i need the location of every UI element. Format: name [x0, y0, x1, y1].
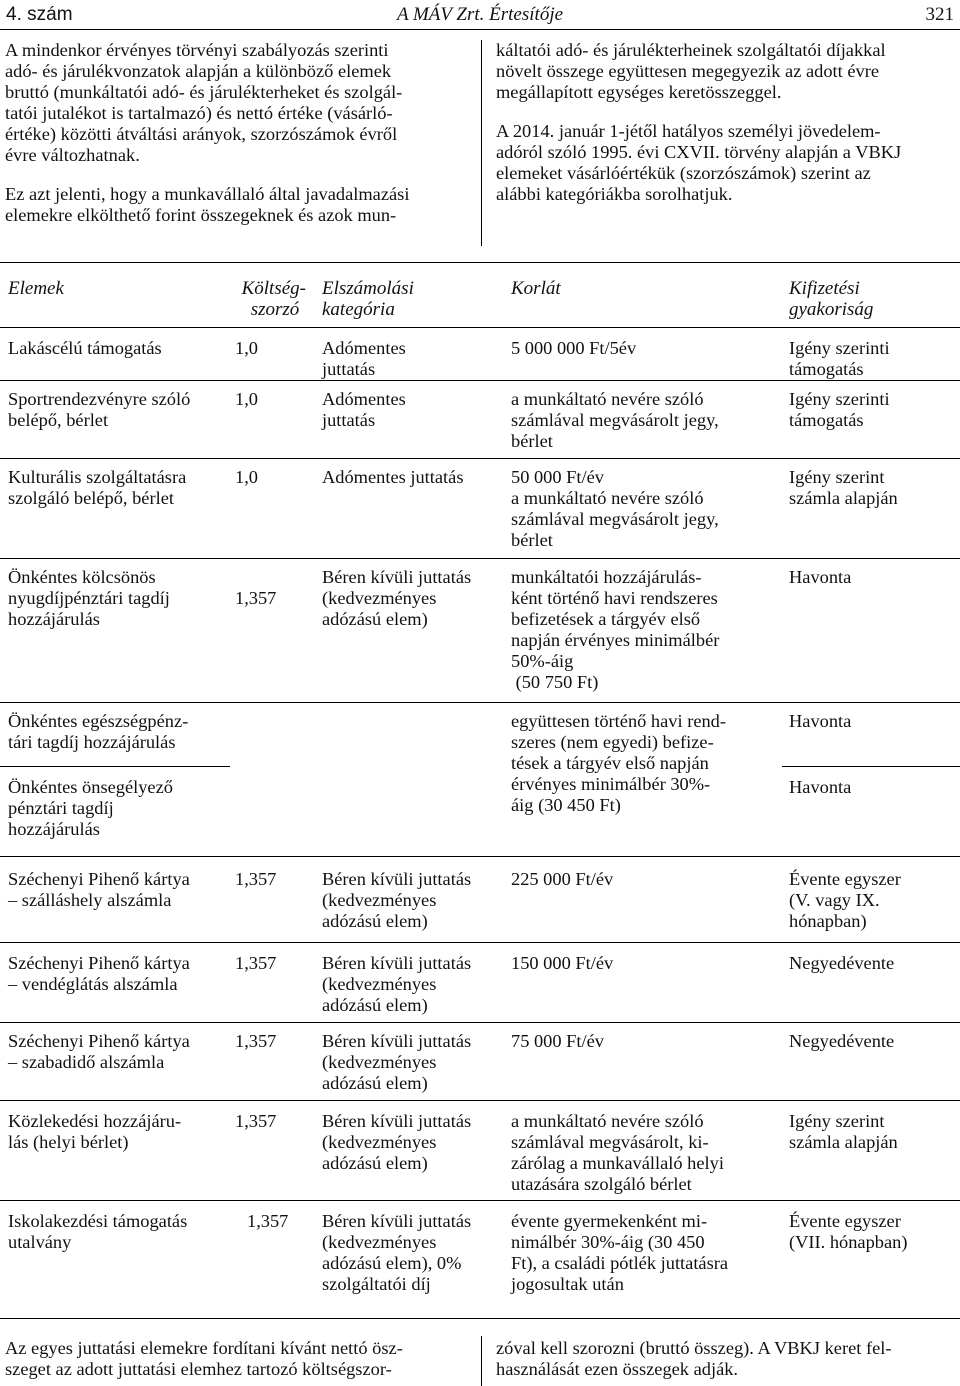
cell-szorzo: 1,357 — [235, 1031, 277, 1051]
intro-right-paragraph-2: A 2014. január 1-jétől hatályos személyi jövedelem- adóról szóló 1995. évi CXVII. törvény alapján a VBKJ elemeket vásárlóértékük (szorzószámok) szerint az alábbi kategóriákba sorolhatjuk. — [496, 121, 902, 204]
header-koltsegszorzo: Költség- szorzó — [241, 278, 306, 320]
row-rule — [0, 942, 960, 943]
intro-right-column — [496, 40, 956, 205]
footer-right-column: zóval kell szorozni (bruttó összeg). A VBKJ keret fel- használását ezen összegek adják. — [496, 1338, 892, 1379]
cell-korlat: a munkáltató nevére szóló számlával megvásárolt, ki- zárólag a munkavállaló helyi utazására szolgáló bérlet — [511, 1111, 724, 1194]
cell-elem: Lakáscélú támogatás — [8, 338, 162, 358]
page-number: 321 — [925, 4, 954, 25]
cell-gyakorisag: Igény szerinti támogatás — [789, 338, 890, 379]
footer-column-divider — [481, 1336, 482, 1386]
header-korlat: Korlát — [511, 278, 561, 299]
cell-kategoria: Béren kívüli juttatás (kedvezményes adózású elem) — [322, 1031, 472, 1093]
cell-elem: Széchenyi Pihenő kártya – vendéglátás alszámla — [8, 953, 190, 994]
cell-szorzo: 1,0 — [235, 389, 258, 409]
row-rule — [0, 1022, 960, 1023]
cell-gyakorisag: Évente egyszer (VII. hónapban) — [789, 1211, 908, 1252]
cell-elem: Széchenyi Pihenő kártya – szabadidő alszámla — [8, 1031, 190, 1072]
cell-korlat: együttesen történő havi rend- szeres (nem egyedi) befize- tések a tárgyév első napján érvényes minimálbér 30%- áig (30 450 Ft) — [511, 711, 726, 815]
cell-szorzo: 1,357 — [235, 869, 277, 889]
cell-kategoria: Béren kívüli juttatás (kedvezményes adózású elem) — [322, 869, 472, 931]
cell-szorzo: 1,357 — [247, 1211, 289, 1231]
table-top-rule — [0, 262, 960, 263]
cell-gyakorisag: Havonta — [789, 567, 852, 587]
cell-elem: Iskolakezdési támogatás utalvány — [8, 1211, 188, 1252]
cell-kategoria: Adómentes juttatás — [322, 467, 464, 487]
cell-szorzo: 1,357 — [235, 588, 277, 608]
cell-gyakorisag: Havonta — [789, 711, 852, 731]
cell-korlat: 75 000 Ft/év — [511, 1031, 604, 1051]
cell-gyakorisag: Igény szerinti támogatás — [789, 389, 890, 430]
row-rule — [0, 702, 960, 703]
cell-kategoria: Béren kívüli juttatás (kedvezményes adózású elem) — [322, 567, 472, 629]
cell-korlat: 150 000 Ft/év — [511, 953, 614, 973]
header-rule — [0, 29, 960, 30]
cell-kategoria: Béren kívüli juttatás (kedvezményes adózású elem) — [322, 953, 472, 1015]
row-rule — [0, 1200, 960, 1201]
publication-title: A MÁV Zrt. Értesítője — [396, 4, 564, 25]
intro-right-paragraph-1: káltatói adó- és járulékterheinek szolgáltatói díjakkal növelt összege együttesen megegyezik az adott évre megállapított egységes keretösszeggel. — [496, 40, 886, 102]
cell-elem: Önkéntes kölcsönös nyugdíjpénztári tagdíj hozzájárulás — [8, 567, 170, 629]
row-rule — [0, 458, 960, 459]
intro-left-paragraph-2: Ez azt jelenti, hogy a munkavállaló által javadalmazási elemekre elkölthető forint összegeknek és azok mun- — [5, 184, 410, 225]
cell-elem: Önkéntes önsegélyező pénztári tagdíj hozzájárulás — [8, 777, 173, 839]
cell-kategoria: Adómentes juttatás — [322, 389, 406, 430]
cell-szorzo: 1,357 — [235, 1111, 277, 1131]
cell-elem: Közlekedési hozzájáru- lás (helyi bérlet) — [8, 1111, 182, 1152]
row-rule — [0, 856, 960, 857]
cell-korlat: munkáltatói hozzájárulás- ként történő havi rendszeres befizetések a tárgyév első napján érvényes minimálbér 50%-áig (50 750 Ft) — [511, 567, 720, 692]
cell-korlat: a munkáltató nevére szóló számlával megvásárolt jegy, bérlet — [511, 389, 719, 451]
row-rule — [0, 558, 960, 559]
cell-gyakorisag: Negyedévente — [789, 1031, 895, 1051]
header-kifizetesi-gyakorisag: Kifizetési gyakoriság — [789, 278, 874, 320]
table-bottom-rule — [0, 1318, 960, 1319]
cell-szorzo: 1,357 — [235, 953, 277, 973]
cell-elem: Sportrendezvényre szóló belépő, bérlet — [8, 389, 191, 430]
cell-gyakorisag: Negyedévente — [789, 953, 895, 973]
cell-korlat: 5 000 000 Ft/5év — [511, 338, 637, 358]
row-rule — [0, 1100, 960, 1101]
row-rule — [0, 766, 230, 767]
table-header-rule — [0, 327, 960, 328]
cell-korlat: 50 000 Ft/év a munkáltató nevére szóló számlával megvásárolt jegy, bérlet — [511, 467, 719, 550]
row-rule — [782, 766, 960, 767]
cell-gyakorisag: Évente egyszer (V. vagy IX. hónapban) — [789, 869, 901, 931]
cell-gyakorisag: Havonta — [789, 777, 852, 797]
cell-kategoria: Adómentes juttatás — [322, 338, 406, 379]
cell-kategoria: Béren kívüli juttatás (kedvezményes adózású elem) — [322, 1111, 472, 1173]
cell-gyakorisag: Igény szerint számla alapján — [789, 467, 898, 508]
header-elszamolasi-kategoria: Elszámolási kategória — [322, 278, 414, 320]
issue-number: 4. szám — [6, 4, 73, 25]
header-elemek: Elemek — [8, 278, 64, 299]
cell-kategoria: Béren kívüli juttatás (kedvezményes adózású elem), 0% szolgáltatói díj — [322, 1211, 472, 1294]
intro-left-column — [5, 40, 462, 226]
cell-elem: Kulturális szolgáltatásra szolgáló belépő, bérlet — [8, 467, 187, 508]
cell-szorzo: 1,0 — [235, 338, 258, 358]
cell-elem: Önkéntes egészségpénz- tári tagdíj hozzájárulás — [8, 711, 189, 752]
cell-korlat: 225 000 Ft/év — [511, 869, 614, 889]
row-rule — [0, 380, 960, 381]
cell-szorzo: 1,0 — [235, 467, 258, 487]
cell-gyakorisag: Igény szerint számla alapján — [789, 1111, 898, 1152]
column-divider — [481, 40, 482, 246]
page-header — [6, 4, 954, 28]
intro-left-paragraph-1: A mindenkor érvényes törvényi szabályozás szerinti adó- és járulékvonzatok alapján a különböző elemek bruttó (munkáltatói adó- és járulékterheket és szolgál- tatói jutalékot is tartalmazó) és nettó értéke (vásárló- értéke) közötti átváltási arányok, szorzószámok évről évre változhatnak. — [5, 40, 403, 165]
cell-korlat: évente gyermekenként mi- nimálbér 30%-áig (30 450 Ft), a családi pótlék juttatásra jogosultak után — [511, 1211, 729, 1294]
cell-elem: Széchenyi Pihenő kártya – szálláshely alszámla — [8, 869, 190, 910]
footer-left-column: Az egyes juttatási elemekre fordítani kívánt nettó ösz- szeget az adott juttatási elemhez tartozó költségszor- — [5, 1338, 403, 1379]
